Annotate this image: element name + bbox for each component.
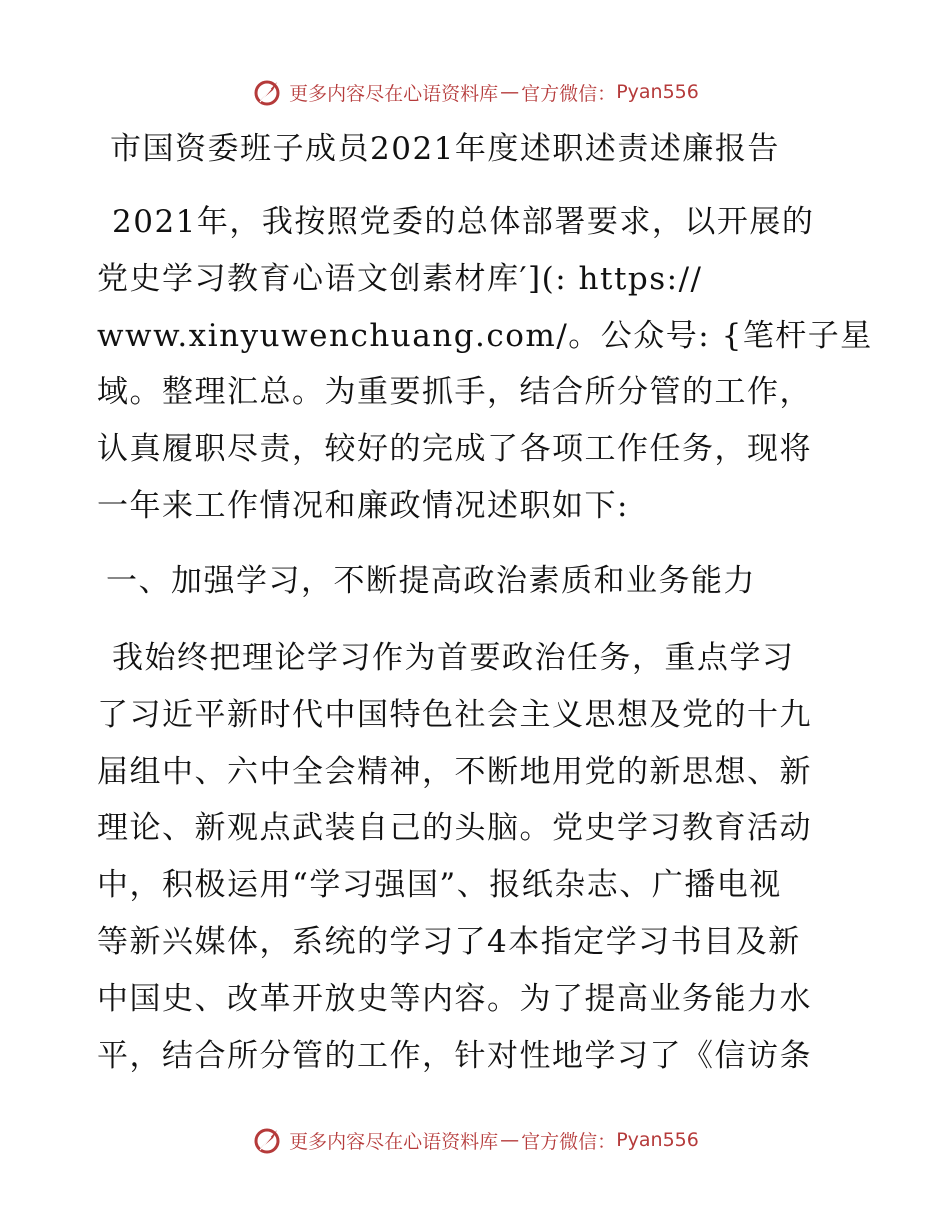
paragraph2-line: 我始终把理论学习作为首要政治任务，重点学习 bbox=[112, 640, 795, 676]
section-heading: 一、加强学习，不断提高政治素质和业务能力 bbox=[106, 563, 756, 599]
quill-logo-icon bbox=[251, 76, 283, 108]
paragraph1-line: 认真履职尽责，较好的完成了各项工作任务，现将 bbox=[97, 431, 812, 467]
watermark-id: Pyan556 bbox=[616, 1129, 699, 1151]
watermark-header bbox=[0, 72, 950, 112]
paragraph1-line: 一年来工作情况和廉政情况述职如下: bbox=[97, 488, 629, 524]
paragraph1-line: www.xinyuwenchuang.com/。公众号: {笔杆子星 bbox=[97, 318, 873, 354]
paragraph2-line: 中，积极运用“学习强国”、报纸杂志、广播电视 bbox=[97, 867, 782, 903]
paragraph2-line: 理论、新观点武装自己的头脑。党史学习教育活动 bbox=[97, 810, 812, 846]
paragraph2-line: 中国史、改革开放史等内容。为了提高业务能力水 bbox=[97, 981, 812, 1017]
watermark-text: 更多内容尽在心语资料库 bbox=[289, 82, 499, 105]
document-title: 市国资委班子成员2021年度述职述责述廉报告 bbox=[110, 131, 780, 167]
watermark-separator: — bbox=[500, 1129, 520, 1151]
watermark-label: 官方微信： bbox=[521, 82, 617, 105]
paragraph2-line: 了习近平新时代中国特色社会主义思想及党的十九 bbox=[97, 697, 812, 733]
paragraph1-line: 2021年，我按照党委的总体部署要求，以开展的 bbox=[112, 204, 815, 240]
paragraph1-line: 域。整理汇总。为重要抓手，结合所分管的工作， bbox=[97, 374, 812, 410]
watermark-footer bbox=[0, 1120, 950, 1160]
paragraph1-line: 党史学习教育心语文创素材库′](: https:// bbox=[97, 261, 703, 297]
watermark-id: Pyan556 bbox=[616, 81, 699, 103]
paragraph2-line: 届组中、六中全会精神，不断地用党的新思想、新 bbox=[97, 754, 812, 790]
watermark-label: 官方微信： bbox=[521, 1130, 617, 1153]
paragraph2-line: 平，结合所分管的工作，针对性地学习了《信访条 bbox=[97, 1038, 812, 1074]
watermark-separator: — bbox=[500, 81, 520, 103]
watermark-text: 更多内容尽在心语资料库 bbox=[289, 1130, 499, 1153]
quill-logo-icon bbox=[251, 1124, 283, 1156]
paragraph2-line: 等新兴媒体，系统的学习了4本指定学习书目及新 bbox=[97, 924, 801, 960]
